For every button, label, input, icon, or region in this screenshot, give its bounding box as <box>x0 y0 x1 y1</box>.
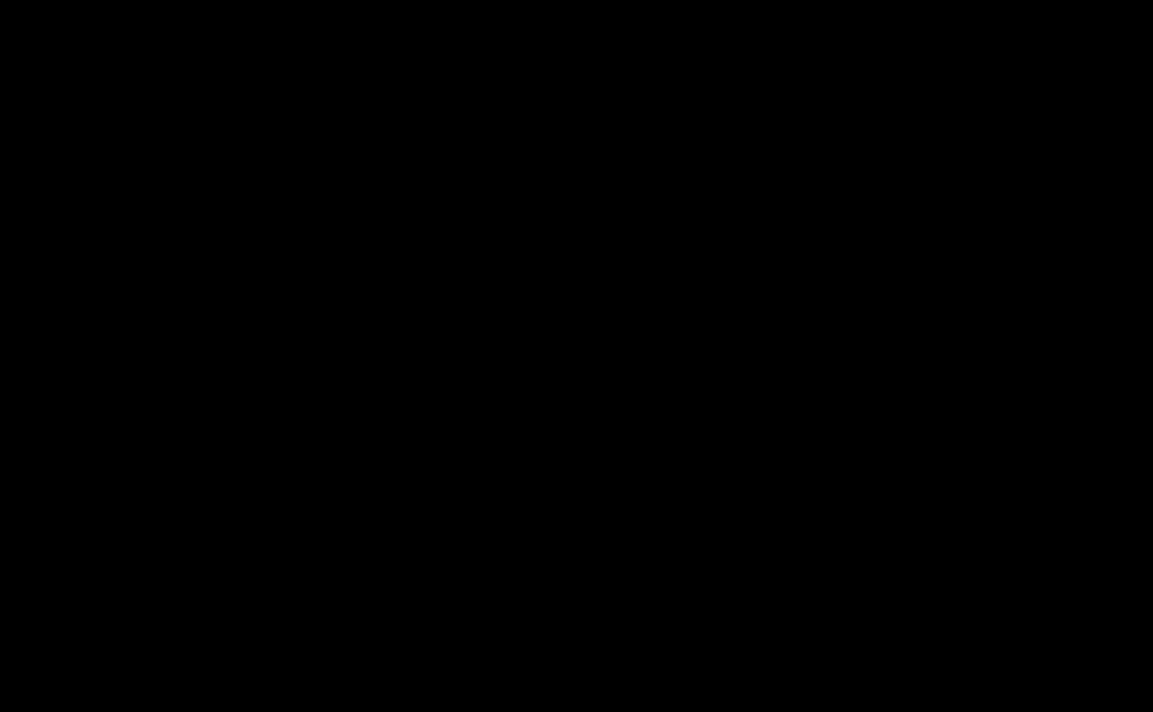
header-time: 咨询时间 <box>505 0 750 30</box>
contact-cell: 陈老师 <box>190 68 315 106</box>
table-body <box>0 30 1153 640</box>
time-cell: 6月24日 7月3日 <box>505 488 750 526</box>
venue-cell: 齐齐哈尔中学（6月24日）、齐齐哈尔市实验中学（6月25日） <box>750 448 1153 488</box>
phone-cell: 17801274201 <box>315 372 505 410</box>
phone-cell: 17801574202 <box>315 526 505 564</box>
phone-cell: 17810676470 <box>315 564 505 602</box>
venue-cell: 哈尔滨师范大学附属中学、黑龙江省实验中学（6月24日） 哈尔滨工业大学、哈尔滨市第三中学群力校区（6月25日） 哈尔滨工程大学、哈尔滨市第九中学、哈尔滨市第六中学（6月26日） <box>750 30 1153 296</box>
table-row <box>0 564 1153 602</box>
time-cell: 6月24日 7月3日 <box>505 258 750 296</box>
contact-cell: 文老师 <box>190 334 315 372</box>
contact-cell: 王老师 <box>190 296 315 334</box>
phone-cell: 17801152452 <box>315 182 505 220</box>
header-region: 负责片区 <box>0 0 190 30</box>
time-cell: 6月24日 7月3日 <box>505 144 750 182</box>
phone-cell: 15701626837 <box>315 68 505 106</box>
phone-cell: 17801657451 <box>315 106 505 144</box>
time-cell: 6月24日 7月3日 <box>505 372 750 410</box>
time-cell: 6月24日 7月3日 <box>505 220 750 258</box>
contact-cell: 王老师 <box>190 448 315 488</box>
time-cell: 6月24日 7月3日 <box>505 106 750 144</box>
phone-cell: 17801134871 <box>315 296 505 334</box>
header-venue: 咨询地点 <box>750 0 1153 30</box>
venue-cell: 黑龙江八一农垦大学、大庆实验中学、大庆外国语中学、大庆铁人中学（6月25日） 大庆第一中学（6月27日） <box>750 296 1153 448</box>
contact-cell: 唐老师 <box>190 106 315 144</box>
contact-cell: 单老师 <box>190 182 315 220</box>
phone-cell: 15701293557 <box>315 30 505 68</box>
time-cell: 6月24日 7月3日 <box>505 182 750 220</box>
contact-cell: 胡老师 <box>190 372 315 410</box>
time-cell: 6月24日 7月3日 <box>505 526 750 564</box>
contact-cell: 翠老师 <box>190 144 315 182</box>
time-cell: 6月24日 7月3日 <box>505 334 750 372</box>
contact-cell: 马老师 <box>190 410 315 448</box>
time-cell: 6月24日 7月3日 <box>505 410 750 448</box>
time-cell: 6月24日 7月3日 <box>505 448 750 488</box>
contact-cell: 余老师 <box>190 488 315 526</box>
time-cell: 6月24日 7月3日 <box>505 30 750 68</box>
table-row <box>0 488 1153 526</box>
region-cell: 佳木斯市 <box>0 564 190 602</box>
table-row <box>0 30 1153 68</box>
phone-cell: 15701375015 <box>315 488 505 526</box>
phone-cell: 17812554423 <box>315 334 505 372</box>
region-cell: 齐齐哈尔市 <box>0 448 190 488</box>
header-contact: 联系人 <box>190 0 315 30</box>
region-cell: 大庆市、绥化市 <box>0 296 190 448</box>
contact-cell: 刘老师 <box>190 220 315 258</box>
contact-cell: 刘老师 <box>190 564 315 602</box>
phone-cell: 17010644453 <box>315 602 505 640</box>
table-header <box>0 0 1153 30</box>
table-row <box>0 448 1153 488</box>
region-cell: 鹤岗市、双鸭山市 <box>0 602 190 640</box>
contact-cell: 孙老师 <box>190 602 315 640</box>
contact-cell: 吴老师 <box>190 258 315 296</box>
venue-cell: 鹤岗市第一中学（6月23日） <box>750 602 1153 640</box>
header-row <box>0 0 1153 30</box>
phone-cell: 18201410497 <box>315 448 505 488</box>
time-cell: 6月24日 7月3日 <box>505 564 750 602</box>
phone-cell: 17810655412 <box>315 258 505 296</box>
time-cell: 6月23日 7月3日 <box>505 602 750 640</box>
venue-cell: 佳木斯市第一中学第二校区（6月24日） <box>750 564 1153 602</box>
time-cell: 6月24日 7月3日 <box>505 68 750 106</box>
contact-cell: 张老师 <box>190 30 315 68</box>
venue-cell: 牡丹江市第一高级中学（6月25日） <box>750 488 1153 564</box>
header-phone: 手机 <box>315 0 505 30</box>
phone-cell: 17812595483 <box>315 144 505 182</box>
region-cell: 牡丹江市、鸡西市、七台河市 <box>0 488 190 564</box>
region-cell: 哈尔滨市、伊春市、黑河市、大兴安岭地区 <box>0 30 190 296</box>
phone-cell: 17810654927 <box>315 410 505 448</box>
phone-cell: 17801144807 <box>315 220 505 258</box>
table-row <box>0 602 1153 640</box>
table-row <box>0 296 1153 334</box>
contact-cell: 白老师 <box>190 526 315 564</box>
time-cell: 6月24日 7月3日 <box>505 296 750 334</box>
